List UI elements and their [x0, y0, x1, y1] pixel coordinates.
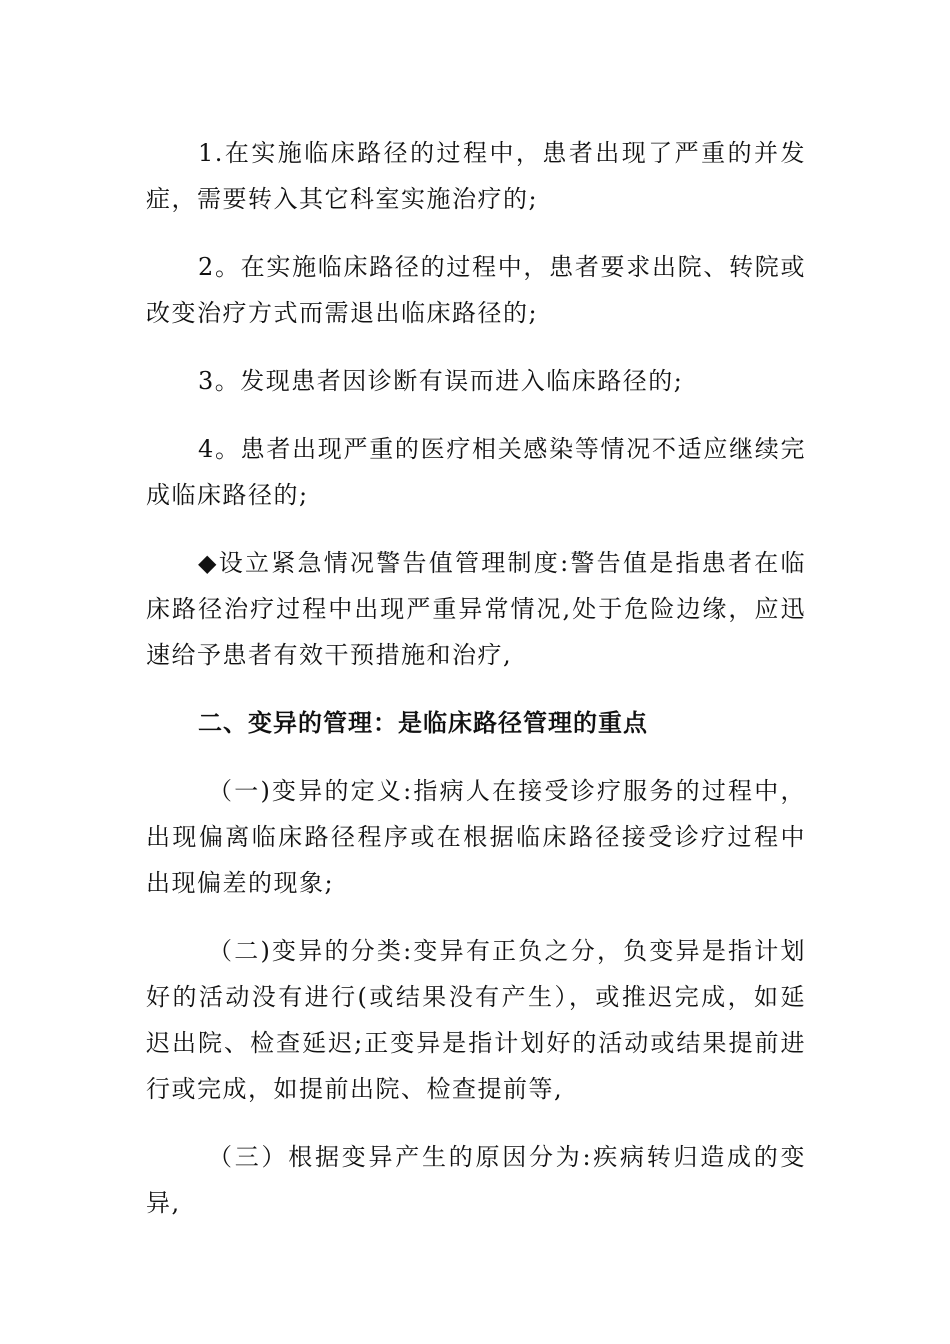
paragraph-warning-value-system: ◆设立紧急情况警告值管理制度:警告值是指患者在临床路径治疗过程中出现严重异常情况,处于危险边缘，应迅速给予患者有效干预措施和治疗, — [146, 549, 806, 669]
section-heading-variation-management: 二、变异的管理：是临床路径管理的重点 — [198, 709, 648, 737]
paragraph-variation-causes: （三）根据变异产生的原因分为:疾病转归造成的变异, — [146, 1143, 806, 1217]
paragraph-exit-criterion-3: 3。发现患者因诊断有误而进入临床路径的; — [198, 367, 684, 395]
document-page — [146, 130, 806, 1248]
paragraph-exit-criterion-2: 2。在实施临床路径的过程中，患者要求出院、转院或改变治疗方式而需退出临床路径的; — [146, 253, 806, 327]
paragraph-exit-criterion-4: 4。患者出现严重的医疗相关感染等情况不适应继续完成临床路径的; — [146, 435, 806, 509]
paragraph-exit-criterion-1: 1.在实施临床路径的过程中，患者出现了严重的并发症，需要转入其它科室实施治疗的; — [146, 139, 806, 213]
paragraph-variation-definition: （一)变异的定义:指病人在接受诊疗服务的过程中，出现偏离临床路径程序或在根据临床路径接受诊疗过程中出现偏差的现象; — [146, 777, 806, 897]
paragraph-variation-classification: （二)变异的分类:变异有正负之分，负变异是指计划好的活动没有进行(或结果没有产生），或推迟完成，如延迟出院、检查延迟;正变异是指计划好的活动或结果提前进行或完成，如提前出院、检查提前等, — [146, 937, 806, 1103]
